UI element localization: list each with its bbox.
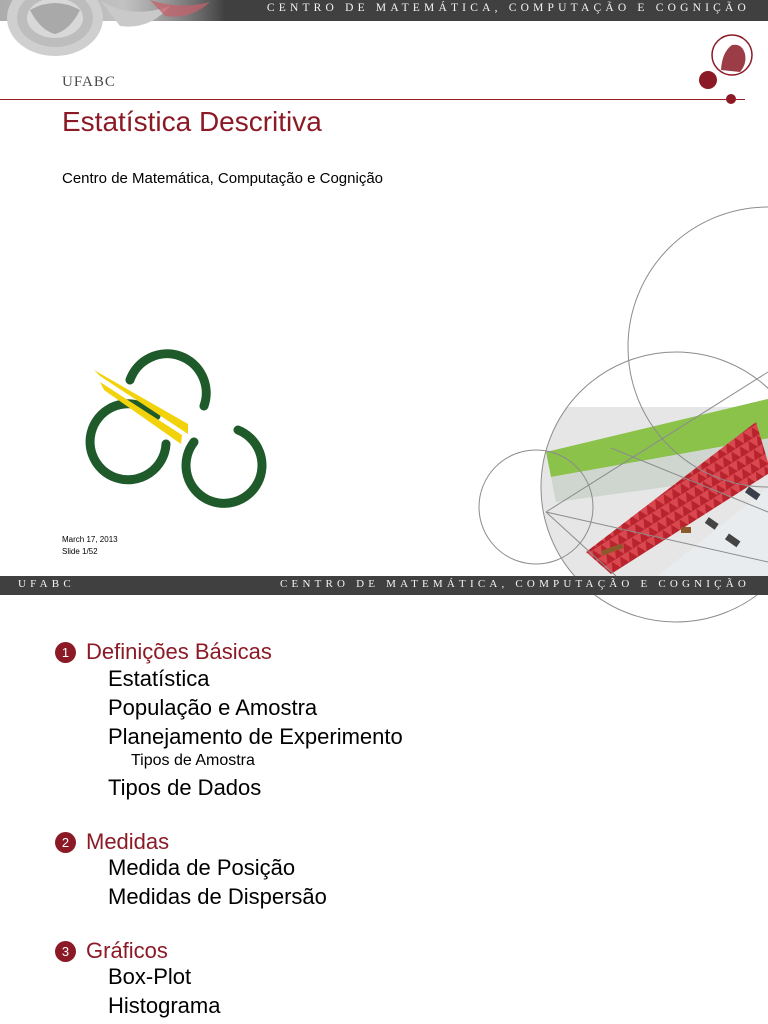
outline-slide [0, 596, 768, 1024]
seal-ornament-image [0, 0, 225, 60]
outline-section-1[interactable] [55, 639, 272, 665]
section-title: Definições Básicas [86, 639, 272, 664]
outline-subitem[interactable]: Tipos de Amostra [131, 752, 255, 769]
footer-bar [0, 576, 768, 595]
portrait-medallion-icon [690, 30, 760, 108]
outline-item[interactable]: Medida de Posição [108, 855, 296, 880]
campus-photo-collage [476, 222, 768, 576]
outline-item[interactable]: Tipos de Dados [108, 775, 262, 800]
section-title: Medidas [86, 829, 170, 854]
outline-item[interactable]: Box-Plot [108, 964, 192, 989]
ufabc-logo [86, 338, 256, 498]
outline-item[interactable]: Medidas de Dispersão [108, 884, 327, 909]
presentation-date: March 17, 2013 [62, 535, 118, 544]
outline-item[interactable]: Histograma [108, 993, 221, 1018]
section-title: Gráficos [86, 938, 168, 963]
title-divider [0, 99, 745, 100]
section-number-badge: 1 [55, 642, 76, 663]
slide-number: Slide 1/52 [62, 547, 98, 556]
footer-right-text: CENTRO DE MATEMÁTICA, COMPUTAÇÃO E COGNIÇÃO [280, 578, 750, 590]
institution-label: UFABC [62, 74, 116, 90]
header-banner-text: CENTRO DE MATEMÁTICA, COMPUTAÇÃO E COGNIÇÃO [266, 2, 750, 14]
footer-left-text: UFABC [18, 578, 75, 590]
outline-item[interactable]: Planejamento de Experimento [108, 724, 403, 749]
outline-item[interactable]: Estatística [108, 666, 210, 691]
outline-section-2[interactable] [55, 829, 169, 855]
outline-section-3[interactable] [55, 938, 168, 964]
presentation-title: Estatística Descritiva [62, 106, 322, 137]
section-number-badge: 3 [55, 941, 76, 962]
presentation-subtitle: Centro de Matemática, Computação e Cognição [62, 170, 384, 187]
outline-item[interactable]: População e Amostra [108, 695, 318, 720]
section-number-badge: 2 [55, 832, 76, 853]
